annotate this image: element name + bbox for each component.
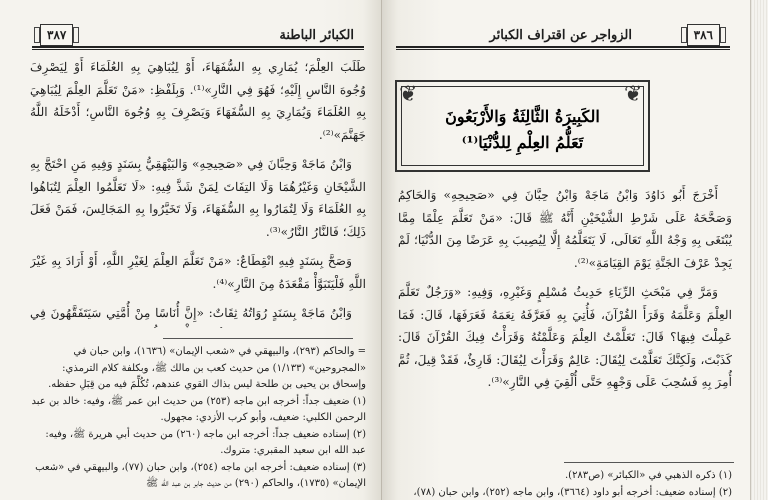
chapter-title-line-1: الكَبِيرَةُ الثَّالِثَةُ وَالأَرْبَعُونَ: [445, 107, 600, 126]
right-paragraph: [398, 401, 732, 403]
left-header-rule: [32, 46, 364, 48]
corner-ornament-icon: ❦: [399, 82, 418, 107]
right-footnote-separator: [564, 462, 734, 463]
right-running-title: الزواجر عن اقتراف الكبائر: [489, 28, 632, 43]
right-page-number: ٣٨٦: [687, 24, 720, 46]
left-page: [0, 0, 382, 500]
right-paragraph: أَخْرَجَ أَبُو دَاوُدَ وَابْنُ مَاجَهْ وَابْنُ حِبَّانَ فِي «صَحِيحِهِ» وَالحَاكِمُ وَصَحَّحَهُ عَلَى شَرْطِ الشَّيْخَيْنِ أَنَّهُ ﷺ قَالَ: «مَنْ تَعَلَّمَ عِلْمًا مِمَّا يُبْتَغَى بِهِ وَجْهُ اللَّهِ تَعَالَى، لَا يَتَعَلَّمُهُ إِلَّا لِيُصِيبَ بِهِ عَرَضًا مِنَ الدُّنْيَا؛ لَمْ يَجِدْ عَرْفَ الجَنَّةِ يَوْمَ القِيَامَةِ»⁽²⁾.: [398, 188, 732, 270]
left-page-header: [0, 24, 382, 46]
left-paragraph: وَابْنُ مَاجَهْ بِسَنَدٍ رُوَاتُهُ ثِقَاتٌ: «إِنَّ أُنَاسًا مِنْ أُمَّتِي سَيَتَفَقَّهُونَ فِي: [30, 306, 352, 320]
right-header-rule: [396, 46, 730, 48]
corner-ornament-icon: ❦: [624, 82, 643, 107]
right-header-rule-thin: [396, 49, 730, 50]
chapter-title-line-2: تَعَلُّمُ العِلْمِ لِلدُّنْيَا⁽¹⁾: [461, 133, 584, 152]
right-body-text: [398, 184, 732, 402]
page-edges: [750, 0, 768, 500]
footnote: (٢) إسناده ضعيف جداً: أخرجه ابن ماجه (٢٦٠) من حديث أبي هريرة ﷺ، وفيه: عبد الله ابن سعيد المقبري: متروك.: [45, 428, 366, 456]
left-page-number: ٣٨٧: [40, 24, 73, 46]
right-paragraph: وَمَرَّ فِي مَبْحَثِ الرِّيَاءِ حَدِيثُ مُسْلِمٍ وَغَيْرِهِ، وَفِيهِ: «وَرَجُلٌ تَعَلَّمَ العِلْمَ وَعَلَّمَهُ وَقَرَأَ القُرْآنَ، فَأُتِيَ بِهِ فَعَرَّفَهُ نِعَمَهُ فَعَرَفَهَا، قَالَ: فَمَا عَمِلْتَ فِيهَا؟ قَالَ: تَعَلَّمْتُ العِلْمَ وَعَلَّمْتُهُ وَقَرَأْتُ فِيكَ القُرْآنَ قَالَ: كَذَبْتَ، وَلَكِنَّكَ تَعَلَّمْتَ لِيُقَالَ: عَالِمٌ وَقَرَأْتَ لِيُقَالَ: قَارِئٌ، فَقَدْ قِيلَ، ثُمَّ أُمِرَ بِهِ فَسُحِبَ عَلَى وَجْهِهِ حَتَّى أُلْقِيَ فِي النَّارِ»⁽³⁾.: [398, 285, 732, 389]
right-footnotes: [398, 468, 732, 500]
left-paragraph: وَصَحَّ بِسَنَدٍ فِيهِ انْقِطَاعٌ: «مَنْ تَعَلَّمَ العِلْمَ لِغَيْرِ اللَّهِ، أَوْ أَرَادَ بِهِ غَيْرَ اللَّهِ فَلْيَتَبَوَّأْ مَقْعَدَهُ مِنَ النَّارِ»⁽⁴⁾.: [30, 254, 366, 291]
left-header-rule-thin: [32, 49, 364, 50]
footnote: (١) ضعيف جداً: أخرجه ابن ماجه (٢٥٣) من حديث ابن عمر ﷺ، وفيه: خالد بن عبد الرحمن الكلبي: ضعيف، وأبو كرب الأزدي: مجهول.: [31, 395, 366, 423]
right-page-header: [382, 24, 750, 46]
left-body-text: [30, 56, 366, 328]
footnote: (١) ذكره الذهبي في «الكبائر» (ص٢٨٣).: [564, 470, 732, 481]
left-paragraph: وَابْنُ مَاجَهْ وَحِبَّانَ فِي «صَحِيحِهِ» وَالبَيْهَقِيُّ بِسَنَدٍ وَفِيهِ مَنِ احْتَجَّ بِهِ الشَّيْخَانِ وَغَيْرُهُمَا وَلَا التِفَاتَ لِمَنْ شَذَّ فِيهِ: «لَا تَعَلَّمُوا العِلْمَ لِتُبَاهُوا بِهِ العُلَمَاءَ وَلَا لِتُمَارُوا بِهِ السُّفَهَاءَ، وَلَا تَخَيَّرُوا بِهِ المَجَالِسَ، فَمَنْ فَعَلَ ذَلِكَ؛ فَالنَّارُ النَّارُ»⁽³⁾.: [30, 157, 366, 239]
chapter-title: [400, 104, 645, 156]
right-page: [382, 0, 750, 500]
footnote: (٣) إسناده ضعيف: أخرجه ابن ماجه (٢٥٤)، وابن حبان (٧٧)، والبيهقي في «شعب الإيمان» (١٧٣٥)، والحاكم (٢٩٠) من حديث جابر بن عبد الله ﷺ: [35, 461, 366, 489]
footnote: = والحاكم (٢٩٣)، والبيهقي في «شعب الإيمان» (١٦٣٦)، وابن حبان في «المجروحين» (١/١٣٣) من حديث كعب بن مالك ﷺ، وبكلفة كلام الترمذي: وإسحاق بن يحيى بن طلحة ليس بذاك القوي عندهم، تُكُلِّمَ فيه من قِبَلِ حفظه.: [48, 346, 366, 390]
left-footnote-separator: [163, 338, 353, 339]
left-running-title: الكبائر الباطنة: [279, 28, 354, 43]
left-footnotes: [30, 344, 366, 500]
footnote: (٢) إسناده ضعيف: أخرجه أبو داود (٣٦٦٤)، وابن ماجه (٢٥٢)، وابن حبان (٧٨)،: [413, 486, 732, 498]
left-paragraph: طَلَبَ العِلْمَ؛ يُمَارِي بِهِ السُّفَهَاءَ، أَوْ لِيُبَاهِيَ بِهِ العُلَمَاءَ أَوْ لِيَصْرِفَ وُجُوهَ النَّاسِ إِلَيْهِ؛ فَهُوَ فِي النَّارِ»⁽¹⁾. وَبِلَفْظِ: «مَنْ تَعَلَّمَ العِلْمَ لِيُبَاهِيَ بِهِ العُلَمَاءَ وَيُمَارِيَ بِهِ السُّفَهَاءَ وَيَصْرِفَ بِهِ وُجُوهَ النَّاسِ؛ أَدْخَلَهُ اللَّهُ جَهَنَّمَ»⁽²⁾.: [30, 60, 366, 142]
